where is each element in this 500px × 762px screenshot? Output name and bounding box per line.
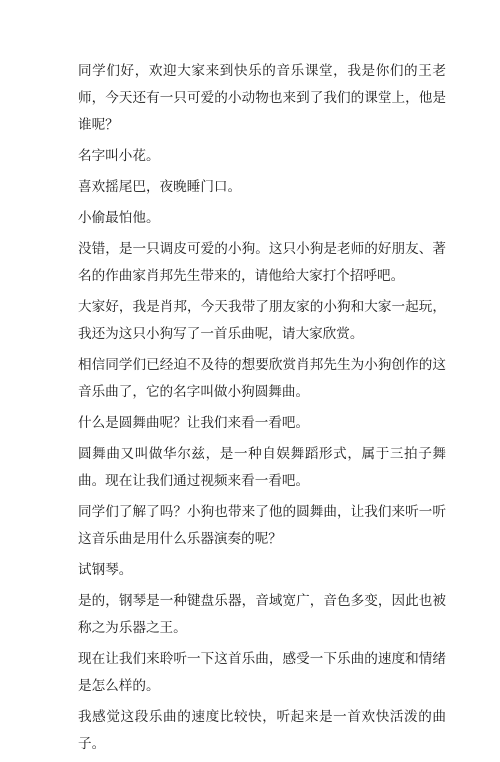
paragraph: 现在让我们来聆听一下这首乐曲，感受一下乐曲的速度和情绪是怎么样的。 (78, 651, 446, 694)
paragraph: 什么是圆舞曲呢？让我们来看一看吧。 (78, 415, 310, 431)
paragraph: 喜欢摇尾巴，夜晚睡门口。 (78, 179, 242, 195)
paragraph: 同学们了解了吗？小狗也带来了他的圆舞曲，让我们来听一听这音乐曲是用什么乐器演奏的呢？ (78, 504, 446, 547)
paragraph: 是的，钢琴是一种键盘乐器，音域宽广，音色多变，因此也被称之为乐器之王。 (78, 593, 446, 636)
paragraph: 我感觉这段乐曲的速度比较快，听起来是一首欢快活泼的曲子。 (78, 709, 446, 752)
paragraph: 名字叫小花。 (78, 148, 160, 164)
paragraph: 同学们好，欢迎大家来到快乐的音乐课堂，我是你们的王老师，今天还有一只可爱的小动物也来到了我们的课堂上，他是谁呢？ (78, 63, 446, 133)
paragraph: 大家好，我是肖邦，今天我带了朋友家的小狗和大家一起玩，我还为这只小狗写了一首乐曲呢，请大家欣赏。 (78, 299, 446, 342)
paragraph: 试钢琴。 (78, 562, 133, 578)
paragraph: 相信同学们已经迫不及待的想要欣赏肖邦先生为小狗创作的这音乐曲了，它的名字叫做小狗圆舞曲。 (78, 357, 446, 400)
document-body (78, 58, 446, 762)
paragraph: 圆舞曲又叫做华尔兹，是一种自娱舞蹈形式，属于三拍子舞曲。现在让我们通过视频来看一看吧。 (78, 446, 446, 489)
paragraph: 没错，是一只调皮可爱的小狗。这只小狗是老师的好朋友、著名的作曲家肖邦先生带来的，请他给大家打个招呼吧。 (78, 241, 446, 284)
paragraph: 小偷最怕他。 (78, 210, 160, 226)
